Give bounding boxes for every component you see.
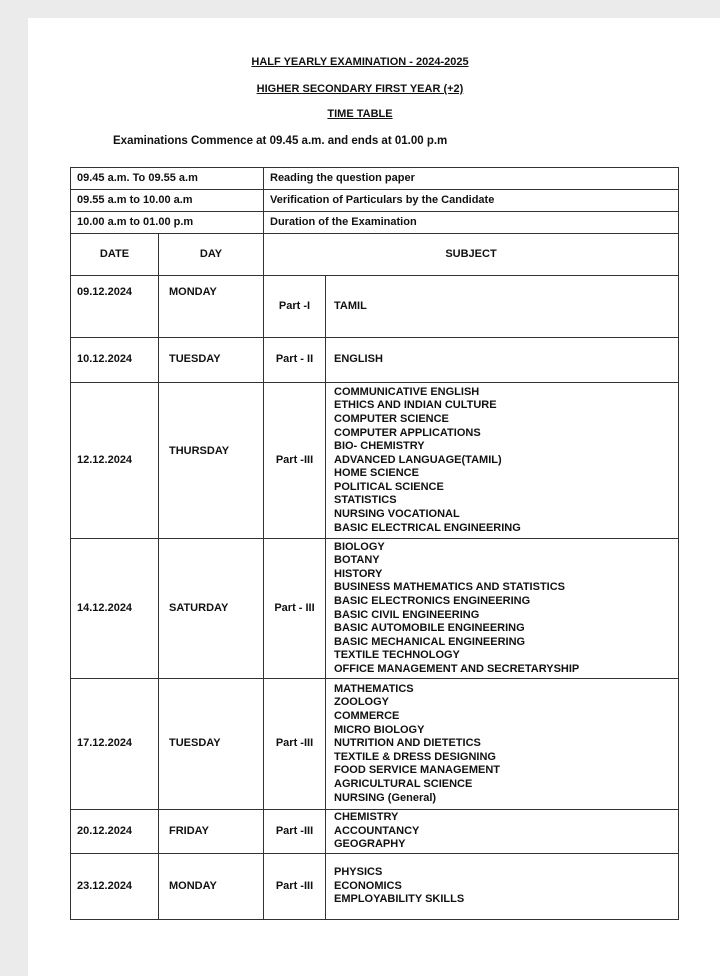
exam-part: Part -III [264,383,326,539]
subject-item: BOTANY [334,554,380,567]
exam-subjects [326,810,679,854]
subject-item: COMPUTER APPLICATIONS [334,426,481,439]
subject-item: BIOLOGY [334,540,385,553]
subject-item: COMMERCE [334,710,400,723]
schedule-row [71,168,679,190]
schedule-row [71,190,679,212]
exam-subjects [326,383,679,539]
schedule-activity: Duration of the Examination [264,212,679,234]
exam-row [71,810,679,854]
exam-part: Part -III [264,810,326,854]
schedule-row [71,212,679,234]
subject-item: ADVANCED LANGUAGE(TAMIL) [334,453,502,466]
subject-item: CHEMISTRY [334,811,399,824]
subject-item: BIO- CHEMISTRY [334,440,425,453]
exam-part: Part -III [264,679,326,810]
subject-item: TAMIL [334,299,367,312]
exam-subjects [326,338,679,383]
timetable [70,167,679,920]
subject-item: COMMUNICATIVE ENGLISH [334,385,480,398]
exam-date: 10.12.2024 [71,338,159,383]
subject-item: ECONOMICS [334,879,402,892]
exam-day: THURSDAY [159,383,264,539]
subject-item: BASIC ELECTRICAL ENGINEERING [334,521,521,534]
exam-row [71,679,679,810]
subject-item: GEOGRAPHY [334,838,406,851]
exam-date: 09.12.2024 [71,276,159,338]
exam-row [71,854,679,920]
subject-item: BUSINESS MATHEMATICS AND STATISTICS [334,581,565,594]
subject-item: EMPLOYABILITY SKILLS [334,893,465,906]
exam-subjects [326,276,679,338]
subject-item: BASIC CIVIL ENGINEERING [334,608,480,621]
exam-date: 20.12.2024 [71,810,159,854]
exam-row [71,276,679,338]
subject-item: HOME SCIENCE [334,467,419,480]
subject-item: NURSING VOCATIONAL [334,508,460,521]
schedule-time: 10.00 a.m to 01.00 p.m [71,212,264,234]
subject-item: MICRO BIOLOGY [334,723,425,736]
exam-day: SATURDAY [159,539,264,679]
class-title: HIGHER SECONDARY FIRST YEAR (+2) [256,83,464,95]
subject-item: NURSING (General) [334,791,437,804]
exam-day: TUESDAY [159,338,264,383]
subject-item: ENGLISH [334,353,383,366]
subject-item: MATHEMATICS [334,682,414,695]
schedule-activity: Reading the question paper [264,168,679,190]
exam-day: MONDAY [159,276,264,338]
subject-item: PHYSICS [334,866,383,879]
subject-column-header: SUBJECT [264,234,679,276]
subject-item: FOOD SERVICE MANAGEMENT [334,764,501,777]
exam-date: 12.12.2024 [71,383,159,539]
schedule-time: 09.45 a.m. To 09.55 a.m [71,168,264,190]
header-row [71,234,679,276]
subject-item: ACCOUNTANCY [334,824,420,837]
exam-part: Part - II [264,338,326,383]
exam-row [71,383,679,539]
exam-subjects [326,679,679,810]
subject-item: TEXTILE TECHNOLOGY [334,649,460,662]
timetable-title: TIME TABLE [327,108,393,120]
exam-title: HALF YEARLY EXAMINATION - 2024-2025 [251,56,469,68]
subject-item: ETHICS AND INDIAN CULTURE [334,399,497,412]
subject-item: ZOOLOGY [334,696,389,709]
schedule-time: 09.55 a.m to 10.00 a.m [71,190,264,212]
subject-item: BASIC MECHANICAL ENGINEERING [334,635,526,648]
exam-day: MONDAY [159,854,264,920]
exam-subjects [326,854,679,920]
exam-day: TUESDAY [159,679,264,810]
exam-day: FRIDAY [159,810,264,854]
schedule-activity: Verification of Particulars by the Candidate [264,190,679,212]
subject-item: BASIC ELECTRONICS ENGINEERING [334,594,531,607]
subject-item: OFFICE MANAGEMENT AND SECRETARYSHIP [334,662,580,675]
subject-item: BASIC AUTOMOBILE ENGINEERING [334,622,525,635]
exam-subjects [326,539,679,679]
exam-row [71,539,679,679]
subject-item: POLITICAL SCIENCE [334,480,444,493]
subject-item: NUTRITION AND DIETETICS [334,737,481,750]
exam-timing-note: Examinations Commence at 09.45 a.m. and ends at 01.00 p.m [113,135,448,147]
subject-item: HISTORY [334,567,383,580]
subject-item: COMPUTER SCIENCE [334,412,449,425]
subject-item: TEXTILE & DRESS DESIGNING [334,750,496,763]
exam-row [71,338,679,383]
exam-date: 17.12.2024 [71,679,159,810]
exam-part: Part - III [264,539,326,679]
exam-part: Part -I [264,276,326,338]
exam-date: 23.12.2024 [71,854,159,920]
exam-date: 14.12.2024 [71,539,159,679]
date-column-header: DATE [71,234,159,276]
day-column-header: DAY [159,234,264,276]
subject-item: AGRICULTURAL SCIENCE [334,777,473,790]
subject-item: STATISTICS [334,494,397,507]
exam-part: Part -III [264,854,326,920]
